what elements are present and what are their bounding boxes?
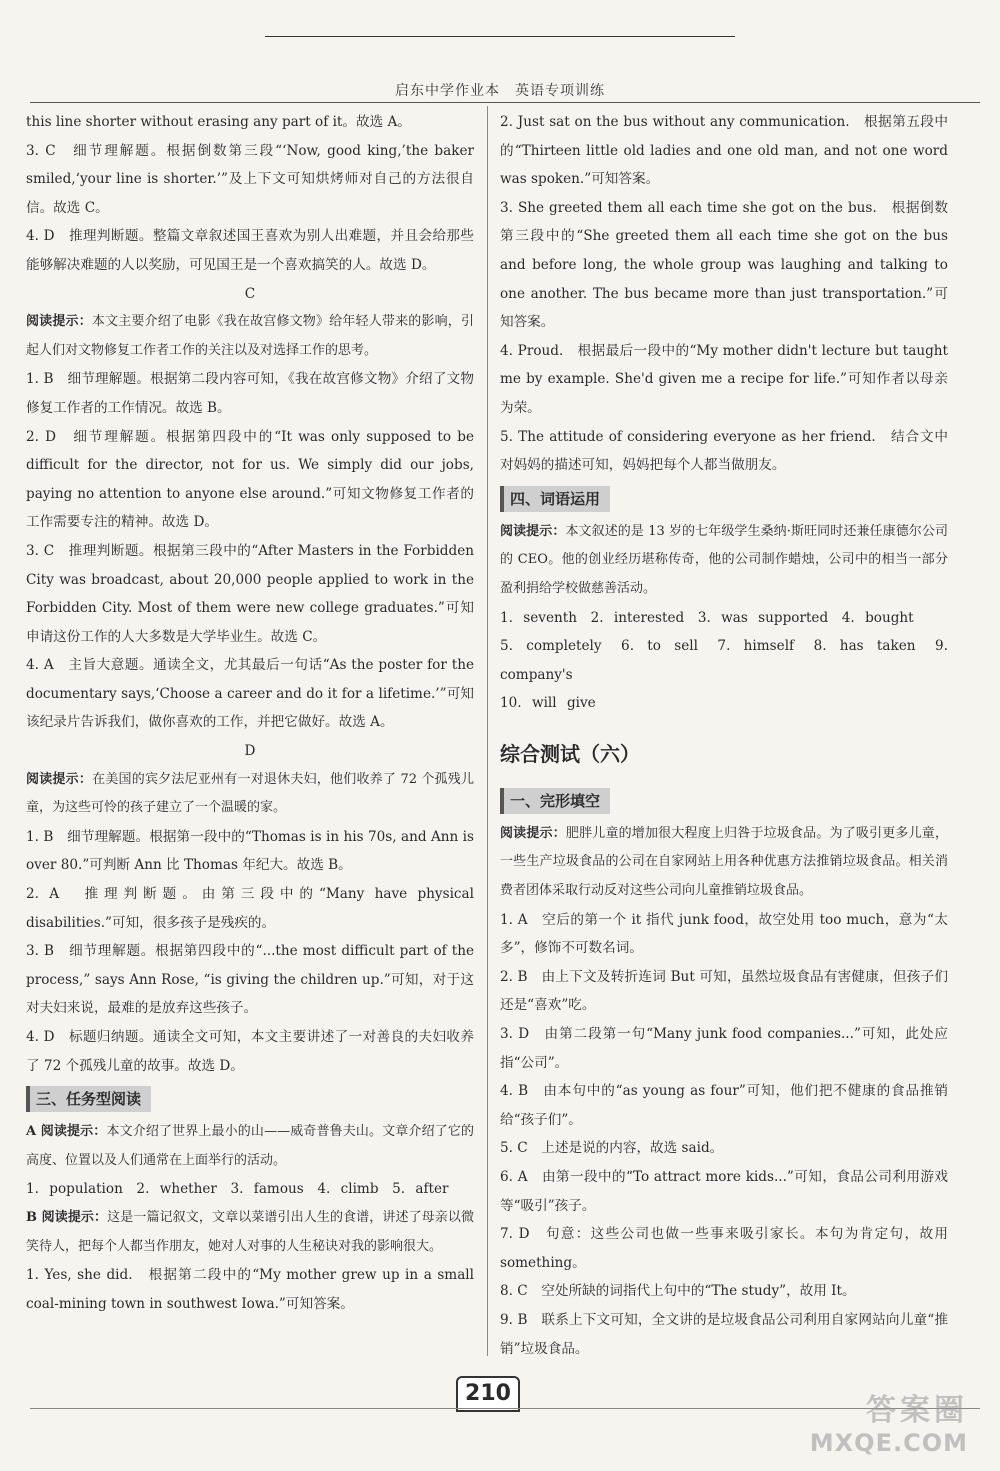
watermark [810, 1385, 968, 1457]
reading-tip [26, 308, 474, 365]
reading-tip-label: 阅读提示： [500, 523, 566, 539]
answer-item: 4. Proud. 根据最后一段中的“My mother didn't lecture but taught me by example. She'd given me a recipe for life.”可知作者以母亲为荣。 [500, 342, 948, 416]
answer-item: 4. D 标题归纳题。通读全文可知，本文主要讲述了一对善良的夫妇收养了 72 个孤残儿童的故事。故选 D。 [26, 1029, 474, 1074]
word-answers: 5. completely 6. to sell 7. himself 8. has taken 9. company's [500, 638, 948, 683]
reading-tip-label: 阅读提示： [26, 314, 92, 330]
answer-item: 1. B 细节理解题。根据第二段内容可知，《我在故宫修文物》介绍了文物修复工作者的工作情况。故选 B。 [26, 371, 474, 416]
answer-item: 1. Yes, she did. 根据第二段中的“My mother grew up in a small coal-mining town in southwest Iowa.”可知答案。 [26, 1267, 474, 1312]
answer-item: 3. C 推理判断题。根据第三段中的“After Masters in the Forbidden City was broadcast, about 20,000 people applied to work in the Forbidden City. Most of them were new college graduates.”可知申请这份工作的人大多数是大学毕业生。故选 C。 [26, 542, 474, 645]
watermark-url: MXQE.COM [809, 1429, 968, 1457]
reading-tip [500, 518, 948, 604]
answer-text: this line shorter without erasing any part of it。故选 A。 [26, 114, 411, 130]
answer-item: 6. A 由第一段中的“To attract more kids...”可知，食品公司利用游戏等“吸引”孩子。 [500, 1169, 948, 1214]
answer-item: 5. C 上述是说的内容，故选 said。 [500, 1140, 724, 1157]
section-heading-task-reading: 三、任务型阅读 [26, 1086, 151, 1112]
reading-tip-text: 本文介绍了世界上最小的山——威奇普鲁夫山。文章介绍了它的高度、位置以及人们通常在上面举行的活动。 [26, 1124, 474, 1168]
answer-item: 3. C 细节理解题。根据倒数第三段“‘Now, good king,’the baker smiled,‘your line is shorter.’”及上下文可知烘烤师对自己的方法很自信。故选 C。 [26, 142, 474, 216]
answer-item: 4. B 由本句中的“as young as four”可知，他们把不健康的食品推销给“孩子们”。 [500, 1083, 948, 1128]
answer-item: 8. C 空处所缺的词指代上句中的“The study”，故用 It。 [500, 1283, 856, 1300]
answer-item: 2. B 由上下文及转折连词 But 可知，虽然垃圾食品有害健康，但孩子们还是“喜欢”吃。 [500, 968, 948, 1014]
header-top-line [265, 36, 735, 37]
answer-item: 3. B 细节理解题。根据第四段中的“...the most difficult part of the process,” says Ann Rose, “is giving the children up.”可知，对于这对夫妇来说，最难的是放弃这些孩子。 [26, 943, 474, 1017]
reading-tip-label: A 阅读提示： [26, 1124, 107, 1140]
reading-tip-text: 在美国的宾夕法尼亚州有一对退休夫妇，他们收养了 72 个孤残儿童，为这些可怜的孩子建立了一个温暖的家。 [26, 771, 474, 816]
reading-tip-text: 本文叙述的是 13 岁的七年级学生桑纳·斯旺同时还兼任康德尔公司的 CEO。他的创业经历堪称传奇，他的公司制作蜡烛，公司中的相当一部分盈利捐给学校做慈善活动。 [500, 523, 948, 596]
right-column [500, 108, 948, 1363]
test-title: 综合测试（六） [500, 741, 640, 766]
section-heading-word-use: 四、词语运用 [500, 486, 610, 512]
reading-tip [26, 1118, 474, 1175]
reading-tip-label: B 阅读提示： [26, 1209, 108, 1225]
answer-item: 2. A 推理判断题。由第三段中的“Many have physical disabilities.”可知，很多孩子是残疾的。 [26, 886, 474, 931]
answer-item: 2. Just sat on the bus without any communication. 根据第五段中的“Thirteen little old ladies and one old man, and not one word was spoken.”可知答案。 [500, 114, 948, 188]
column-divider [487, 106, 488, 1356]
word-answers: 1. seventh 2. interested 3. was supported 4. bought [500, 609, 914, 626]
reading-tip-text: 这是一篇记叙文，文章以菜谱引出人生的食谱，讲述了母亲以微笑待人，把每个人都当作朋友，她对人对事的人生秘诀对我的影响很大。 [26, 1209, 474, 1254]
word-answers: 1. population 2. whether 3. famous 4. climb 5. after [26, 1181, 449, 1198]
answer-item: 4. A 主旨大意题。通读全文，尤其最后一句话“As the poster for the documentary says,‘Choose a career and do it for a lifetime.’”可知该纪录片告诉我们，做你喜欢的工作，并把它做好。故选 A。 [26, 657, 474, 731]
page-number: 210 [456, 1376, 520, 1412]
left-column [26, 108, 474, 1318]
reading-tip-label: 阅读提示： [500, 825, 566, 841]
reading-tip [500, 820, 948, 906]
answer-item: 7. D 句意：这些公司也做一些事来吸引家长。本句为肯定句，故用 something。 [500, 1226, 948, 1271]
word-answers: 10. will give [500, 695, 596, 712]
reading-tip-label: 阅读提示： [26, 771, 93, 787]
answer-item: 3. She greeted them all each time she got on the bus. 根据倒数第三段中的“She greeted them all each time she got on the bus and before long, the whole group was laughing and talking to one another. The bus became more than just transportation.”可知答案。 [500, 199, 948, 331]
reading-tip-text: 肥胖儿童的增加很大程度上归咎于垃圾食品。为了吸引更多儿童，一些生产垃圾食品的公司在自家网站上用各种优惠方法推销垃圾食品。相关消费者团体采取行动反对这些公司向儿童推销垃圾食品。 [500, 825, 948, 899]
section-letter-c: C [244, 285, 256, 302]
answer-item: 9. B 联系上下文可知，全文讲的是垃圾食品公司利用自家网站向儿童“推销”垃圾食品。 [500, 1311, 948, 1357]
reading-tip [26, 1204, 474, 1261]
running-header: 启东中学作业本 英语专项训练 [395, 83, 605, 99]
reading-tip-text: 本文主要介绍了电影《我在故宫修文物》给年轻人带来的影响，引起人们对文物修复工作者工作的关注以及对选择工作的思考。 [26, 314, 474, 358]
answer-item: 2. D 细节理解题。根据第四段中的“It was only supposed to be difficult for the director, not for us. We simply did our jobs, paying no attention to anyone else around.”可知文物修复工作者的工作需要专注的精神。故选 D。 [26, 428, 474, 531]
answer-item: 1. B 细节理解题。根据第一段中的“Thomas is in his 70s, and Ann is over 80.”可判断 Ann 比 Thomas 年纪大。故选 B。 [26, 828, 474, 874]
section-heading-cloze: 一、完形填空 [500, 788, 610, 814]
answer-item: 5. The attitude of considering everyone as her friend. 结合文中对妈妈的描述可知，妈妈把每个人都当做朋友。 [500, 428, 948, 474]
header-rule [30, 102, 980, 103]
answer-item: 1. A 空后的第一个 it 指代 junk food，故空处用 too much，意为“太多”，修饰不可数名词。 [500, 911, 948, 957]
answer-item: 4. D 推理判断题。整篇文章叙述国王喜欢为别人出难题，并且会给那些能够解决难题的人以奖励，可见国王是一个喜欢搞笑的人。故选 D。 [26, 228, 474, 273]
answer-item: 3. D 由第二段第一句“Many junk food companies...”可知，此处应指“公司”。 [500, 1026, 948, 1071]
section-letter-d: D [244, 743, 256, 760]
watermark-logo-text: 答案圈 [866, 1393, 968, 1428]
reading-tip [26, 766, 474, 823]
